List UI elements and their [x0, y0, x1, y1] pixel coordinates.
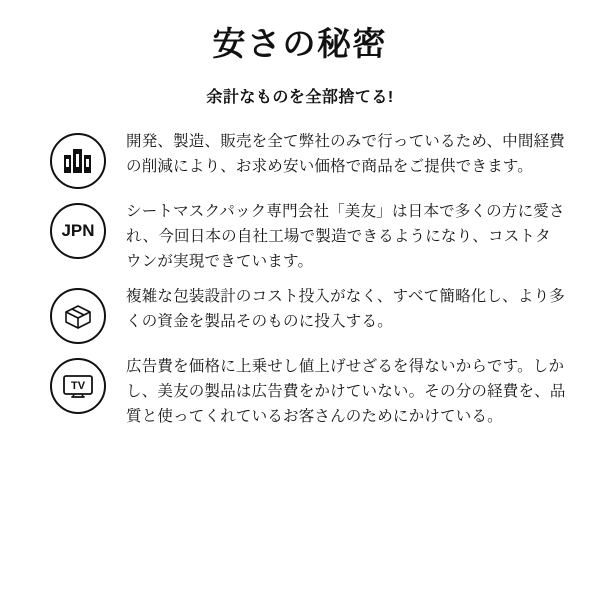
icon-cell [30, 199, 126, 259]
page-subtitle: 余計なものを全部捨てる! [206, 88, 394, 106]
factory-icon [50, 133, 106, 189]
list-item [30, 284, 570, 344]
icon-cell [30, 284, 126, 344]
jpn-badge-label: JPN [61, 220, 95, 240]
page-title: 安さの秘密 [212, 27, 388, 63]
tv-icon [50, 358, 106, 414]
reason-text: 開発、製造、販売を全て弊社のみで行っているため、中間経費の削減により、お求め安い価格で商品をご提供できます。 [126, 132, 565, 175]
list-item [30, 354, 570, 429]
svg-text:TV: TV [70, 379, 86, 392]
reason-text: 広告費を価格に上乗せし値上げせざるを得ないからです。しかし、美友の製品は広告費をかけていない。その分の経費を、品質と使ってくれているお客さんのためにかけている。 [126, 357, 566, 426]
reason-list [30, 129, 570, 440]
icon-cell [30, 129, 126, 189]
reason-text: シートマスクパック専門会社「美友」は日本で多くの方に愛され、今回日本の自社工場で製造できるようになり、コストタウンが実現できています。 [126, 202, 565, 270]
list-item [30, 199, 570, 274]
reason-text: 複雑な包装設計のコスト投入がなく、すべて簡略化し、より多くの資金を製品そのものに投入する。 [126, 287, 565, 331]
icon-cell [30, 354, 126, 414]
list-item [30, 129, 570, 189]
open-box-icon [50, 288, 106, 344]
jpn-badge-icon [50, 203, 106, 259]
